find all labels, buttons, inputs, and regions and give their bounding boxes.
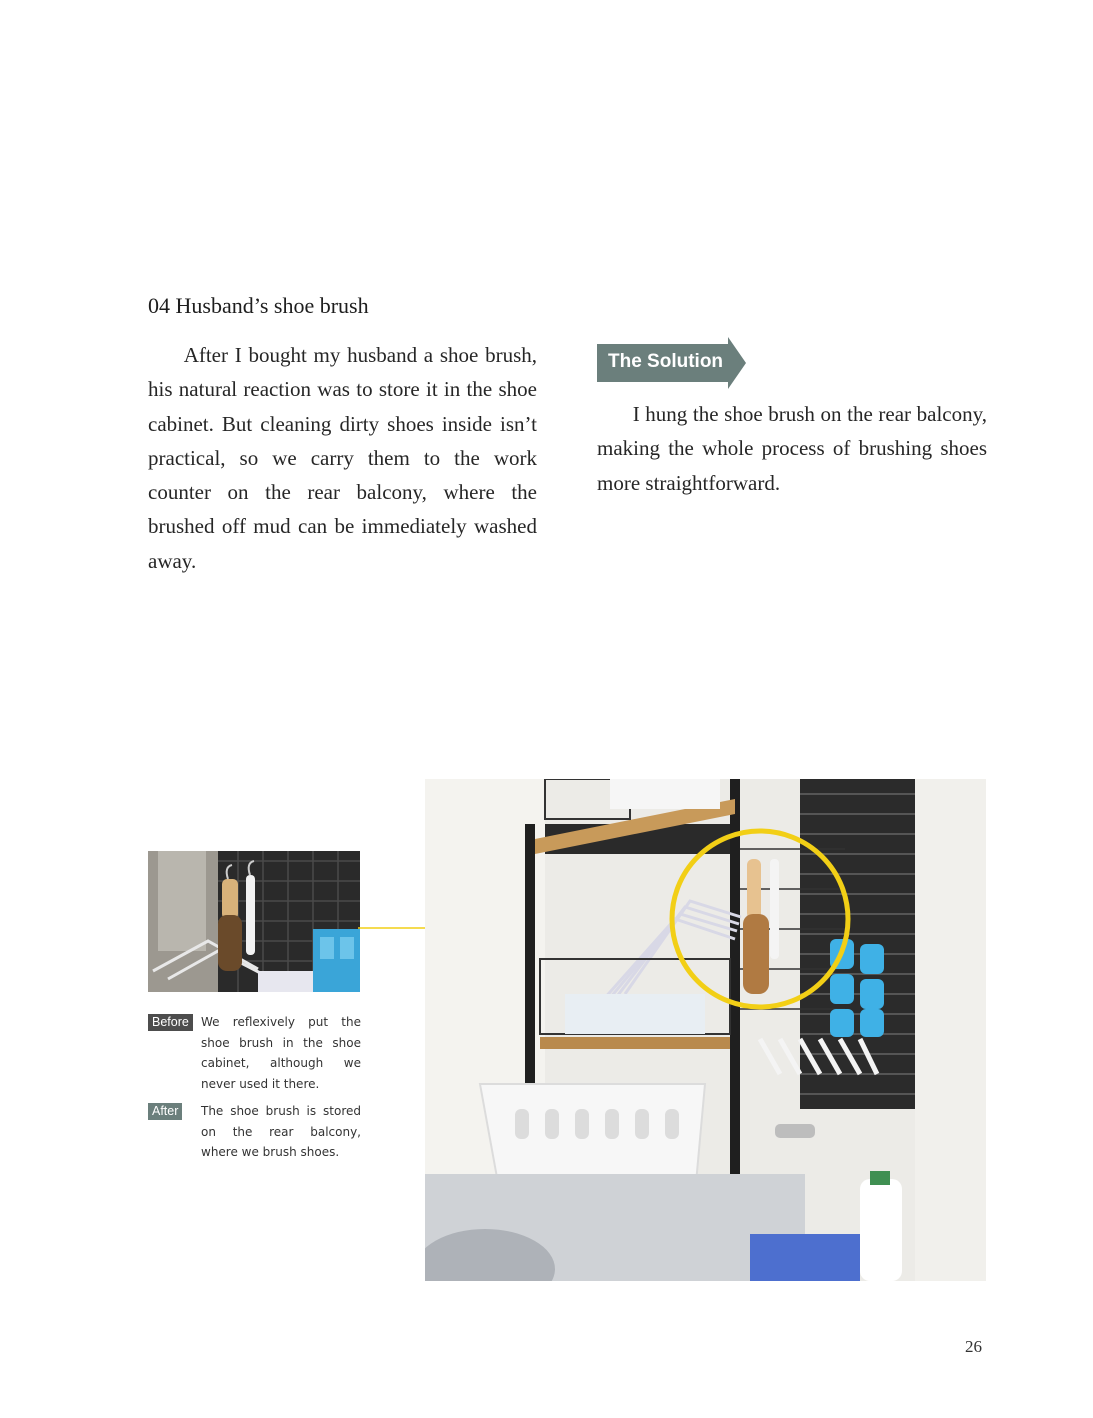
solution-tag — [597, 337, 747, 389]
section-heading: 04 Husband’s shoe brush — [148, 293, 369, 318]
before-photo — [148, 851, 360, 992]
before-caption-text: We reflexively put the shoe brush in the shoe cabinet, although we never used it there. — [201, 1015, 361, 1091]
before-badge: Before — [148, 1014, 193, 1031]
problem-paragraph: After I bought my husband a shoe brush, his natural reaction was to store it in the shoe cabinet. But cleaning dirty shoes inside isn’t practical, so we carry them to the work counter on the rear balcony, where the brushed off mud can be immediately washed away. — [148, 343, 537, 573]
solution-label: The Solution — [608, 351, 724, 372]
after-caption-text: The shoe brush is stored on the rear balcony, where we brush shoes. — [201, 1104, 361, 1159]
solution-paragraph: I hung the shoe brush on the rear balcony, making the whole process of brushing shoes more straightforward. — [597, 402, 987, 495]
after-photo — [425, 779, 986, 1281]
after-badge: After — [148, 1103, 182, 1120]
page-number: 26 — [965, 1337, 982, 1356]
